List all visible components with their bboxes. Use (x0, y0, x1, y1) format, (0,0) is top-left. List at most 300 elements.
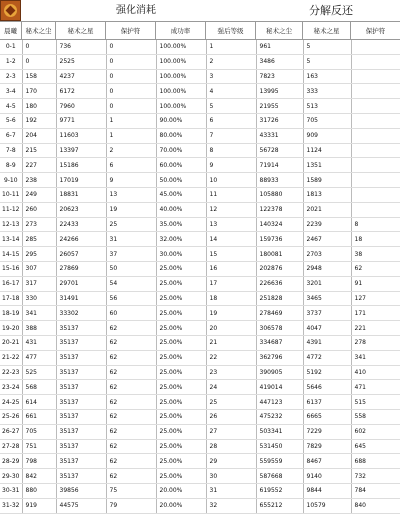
table-cell: 9844 (303, 483, 351, 498)
table-row (0, 217, 400, 232)
table-cell: 37 (106, 247, 156, 262)
table-cell: 70.00% (156, 143, 206, 158)
table-cell: 1 (106, 128, 156, 143)
table-row (0, 84, 400, 99)
table-cell: 5646 (303, 380, 351, 395)
table-cell: 31491 (56, 291, 106, 306)
table-cell: 273 (22, 217, 56, 232)
table-cell: 568 (22, 380, 56, 395)
table-cell: 18 (351, 232, 400, 247)
table-cell: 531450 (256, 439, 303, 454)
table-cell: 12-13 (0, 217, 22, 232)
table-cell: 27-28 (0, 439, 22, 454)
table-cell: 227 (22, 158, 56, 173)
table-cell: 3201 (303, 276, 351, 291)
table-cell: 431 (22, 335, 56, 350)
table-cell: 54 (106, 276, 156, 291)
table-cell: 13 (206, 217, 256, 232)
table-cell: 14-15 (0, 247, 22, 262)
table-cell: 2 (206, 54, 256, 69)
table-cell: 24-25 (0, 395, 22, 410)
table-cell: 32.00% (156, 232, 206, 247)
table-row (0, 232, 400, 247)
table-cell: 513 (303, 99, 351, 114)
header-dust: 秘术之尘 (22, 22, 56, 40)
table-row (0, 395, 400, 410)
header-refund-dust: 秘术之尘 (256, 22, 303, 40)
table-cell: 21-22 (0, 350, 22, 365)
table-cell: 20 (206, 321, 256, 336)
table-cell: 751 (22, 439, 56, 454)
table-cell: 25.00% (156, 321, 206, 336)
table-cell: 5 (303, 40, 351, 54)
table-row (0, 424, 400, 439)
table-cell: 159736 (256, 232, 303, 247)
table-cell: 0 (106, 84, 156, 99)
table-cell: 100.00% (156, 69, 206, 84)
table-cell: 25.00% (156, 380, 206, 395)
table-cell: 477 (22, 350, 56, 365)
table-cell: 30-31 (0, 483, 22, 498)
table-cell: 842 (22, 469, 56, 484)
table-cell: 25.00% (156, 261, 206, 276)
table-cell: 28 (206, 439, 256, 454)
table-cell: 11-12 (0, 202, 22, 217)
table-cell: 19 (206, 306, 256, 321)
table-cell: 3-4 (0, 84, 22, 99)
table-cell: 362796 (256, 350, 303, 365)
table-cell: 260 (22, 202, 56, 217)
table-cell (351, 69, 400, 84)
table-cell: 35137 (56, 424, 106, 439)
table-cell: 0-1 (0, 40, 22, 54)
table-cell: 25 (206, 395, 256, 410)
table-cell: 341 (22, 306, 56, 321)
table-cell: 29-30 (0, 469, 22, 484)
table-cell: 4391 (303, 335, 351, 350)
table-row (0, 158, 400, 173)
table-cell (351, 99, 400, 114)
table-cell: 6-7 (0, 128, 22, 143)
table-cell: 16 (206, 261, 256, 276)
table-cell: 8 (351, 217, 400, 232)
table-row (0, 469, 400, 484)
table-cell: 35137 (56, 409, 106, 424)
table-cell: 26-27 (0, 424, 22, 439)
table-cell: 11603 (56, 128, 106, 143)
table-cell: 732 (351, 469, 400, 484)
table-cell: 21 (206, 335, 256, 350)
table-cell: 17 (206, 276, 256, 291)
table-cell: 619552 (256, 483, 303, 498)
table-cell: 410 (351, 365, 400, 380)
table-cell: 62 (106, 321, 156, 336)
table-cell: 285 (22, 232, 56, 247)
table-cell: 38 (351, 247, 400, 262)
table-cell: 5-6 (0, 113, 22, 128)
table-cell: 122378 (256, 202, 303, 217)
table-cell: 19-20 (0, 321, 22, 336)
table-row (0, 276, 400, 291)
table-cell: 9-10 (0, 173, 22, 188)
table-cell: 645 (351, 439, 400, 454)
table-cell: 35137 (56, 321, 106, 336)
table-cell: 170 (22, 84, 56, 99)
table-cell: 100.00% (156, 84, 206, 99)
table-cell: 9 (206, 158, 256, 173)
table-cell (351, 54, 400, 69)
table-cell: 8467 (303, 454, 351, 469)
table-cell: 31726 (256, 113, 303, 128)
table-cell: 6 (206, 113, 256, 128)
table-row (0, 128, 400, 143)
table-cell: 62 (106, 335, 156, 350)
table-cell: 7829 (303, 439, 351, 454)
table-cell: 25.00% (156, 439, 206, 454)
table-cell: 31 (106, 232, 156, 247)
table-cell: 105880 (256, 187, 303, 202)
table-row (0, 69, 400, 84)
table-row (0, 187, 400, 202)
table-cell: 1124 (303, 143, 351, 158)
table-cell: 171 (351, 306, 400, 321)
table-cell: 341 (351, 350, 400, 365)
header-refund-protect: 保护符 (365, 27, 386, 35)
table-cell: 2239 (303, 217, 351, 232)
table-cell: 15 (206, 247, 256, 262)
table-cell: 7 (206, 128, 256, 143)
table-cell: 23-24 (0, 380, 22, 395)
table-cell: 8 (206, 143, 256, 158)
table-cell: 71914 (256, 158, 303, 173)
table-cell: 180 (22, 99, 56, 114)
table-cell: 278 (351, 335, 400, 350)
table-cell: 35.00% (156, 217, 206, 232)
table-cell: 13397 (56, 143, 106, 158)
table-cell: 22-23 (0, 365, 22, 380)
table-cell: 15-16 (0, 261, 22, 276)
table-cell: 4047 (303, 321, 351, 336)
table-cell: 62 (106, 395, 156, 410)
table-cell: 3486 (256, 54, 303, 69)
table-cell: 25.00% (156, 306, 206, 321)
table-cell: 919 (22, 498, 56, 513)
table-cell: 202876 (256, 261, 303, 276)
table-cell: 19 (106, 202, 156, 217)
table-cell: 62 (106, 365, 156, 380)
table-cell: 0 (106, 99, 156, 114)
table-cell: 2 (106, 143, 156, 158)
table-cell: 25.00% (156, 424, 206, 439)
table-cell: 31 (206, 483, 256, 498)
table-cell: 0 (22, 54, 56, 69)
table-cell: 56728 (256, 143, 303, 158)
table-cell: 18-19 (0, 306, 22, 321)
table-cell: 295 (22, 247, 56, 262)
table-row (0, 40, 400, 54)
table-cell: 1-2 (0, 54, 22, 69)
table-cell: 2525 (56, 54, 106, 69)
table-cell: 20.00% (156, 498, 206, 513)
table-cell: 447123 (256, 395, 303, 410)
header-star: 秘术之星 (56, 22, 106, 40)
table-cell: 3465 (303, 291, 351, 306)
table-cell (351, 187, 400, 202)
table-row (0, 54, 400, 69)
table-cell: 62 (106, 409, 156, 424)
table-cell: 75 (106, 483, 156, 498)
table-cell: 909 (303, 128, 351, 143)
table-cell: 602 (351, 424, 400, 439)
table-cell: 2021 (303, 202, 351, 217)
table-cell: 13 (106, 187, 156, 202)
data-table (0, 40, 400, 514)
table-cell: 2467 (303, 232, 351, 247)
table-cell: 9140 (303, 469, 351, 484)
table-cell: 50 (106, 261, 156, 276)
section-title-decompose-refund: 分解反还 (309, 4, 353, 17)
table-cell: 204 (22, 128, 56, 143)
table-cell: 13995 (256, 84, 303, 99)
table-cell: 238 (22, 173, 56, 188)
table-cell: 961 (256, 40, 303, 54)
table-cell: 5192 (303, 365, 351, 380)
table-cell: 23 (206, 365, 256, 380)
table-cell: 2948 (303, 261, 351, 276)
table-cell: 43331 (256, 128, 303, 143)
table-cell: 10-11 (0, 187, 22, 202)
table-cell: 192 (22, 113, 56, 128)
table-cell: 558 (351, 409, 400, 424)
table-cell: 24 (206, 380, 256, 395)
table-row (0, 99, 400, 114)
table-cell: 62 (106, 469, 156, 484)
table-cell: 736 (56, 40, 106, 54)
table-cell: 25-26 (0, 409, 22, 424)
table-cell: 7229 (303, 424, 351, 439)
table-cell: 1 (206, 40, 256, 54)
section-title-enhance-cost: 强化消耗 (116, 5, 156, 16)
table-cell: 475232 (256, 409, 303, 424)
table-cell: 221 (351, 321, 400, 336)
header-protect: 保护符 (106, 22, 156, 40)
table-cell: 27 (206, 424, 256, 439)
table-cell: 45.00% (156, 187, 206, 202)
table-cell: 307 (22, 261, 56, 276)
table-cell: 39856 (56, 483, 106, 498)
table-cell: 100.00% (156, 54, 206, 69)
table-cell: 655212 (256, 498, 303, 513)
header-rate: 成功率 (156, 22, 206, 40)
header-after-level: 强后等级 (206, 22, 256, 40)
table-cell: 80.00% (156, 128, 206, 143)
table-cell: 17-18 (0, 291, 22, 306)
table-cell: 35137 (56, 395, 106, 410)
table-cell: 2703 (303, 247, 351, 262)
table-cell (351, 158, 400, 173)
table-cell: 705 (303, 113, 351, 128)
table-cell: 0 (106, 69, 156, 84)
table-row (0, 380, 400, 395)
table-cell: 163 (303, 69, 351, 84)
header-refund-star: 秘术之星 (303, 22, 351, 40)
table-cell: 525 (22, 365, 56, 380)
table-cell: 798 (22, 454, 56, 469)
table-cell: 25.00% (156, 409, 206, 424)
table-cell: 515 (351, 395, 400, 410)
table-cell: 9771 (56, 113, 106, 128)
table-cell: 16-17 (0, 276, 22, 291)
table-cell: 226636 (256, 276, 303, 291)
table-cell: 26 (206, 409, 256, 424)
table-cell: 10 (206, 173, 256, 188)
table-cell: 91 (351, 276, 400, 291)
table-cell: 29701 (56, 276, 106, 291)
table-cell: 503341 (256, 424, 303, 439)
table-cell: 688 (351, 454, 400, 469)
table-cell: 4-5 (0, 99, 22, 114)
table-cell: 1351 (303, 158, 351, 173)
table-row (0, 454, 400, 469)
table-cell: 784 (351, 483, 400, 498)
table-cell: 25 (106, 217, 156, 232)
table-cell: 7823 (256, 69, 303, 84)
table-cell: 8-9 (0, 158, 22, 173)
table-row (0, 439, 400, 454)
table-cell: 62 (106, 380, 156, 395)
table-cell: 4237 (56, 69, 106, 84)
table-cell: 30.00% (156, 247, 206, 262)
table-cell: 9 (106, 173, 156, 188)
table-cell: 333 (303, 84, 351, 99)
table-row (0, 261, 400, 276)
item-icon (0, 0, 21, 21)
table-cell: 62 (106, 439, 156, 454)
table-cell: 20.00% (156, 483, 206, 498)
table-row (0, 202, 400, 217)
table-cell: 317 (22, 276, 56, 291)
table-cell: 661 (22, 409, 56, 424)
table-cell: 32 (206, 498, 256, 513)
table-cell: 880 (22, 483, 56, 498)
table-cell: 705 (22, 424, 56, 439)
table-cell: 24266 (56, 232, 106, 247)
table-cell: 0 (106, 54, 156, 69)
table-cell: 30 (206, 469, 256, 484)
table-cell: 22433 (56, 217, 106, 232)
table-cell (351, 113, 400, 128)
table-cell: 62 (106, 424, 156, 439)
table-cell: 18831 (56, 187, 106, 202)
table-cell: 18 (206, 291, 256, 306)
table-row (0, 306, 400, 321)
table-row (0, 409, 400, 424)
table-cell: 1589 (303, 173, 351, 188)
table-cell: 17019 (56, 173, 106, 188)
table-cell: 180081 (256, 247, 303, 262)
table-cell (351, 143, 400, 158)
table-cell: 14 (206, 232, 256, 247)
table-cell: 140324 (256, 217, 303, 232)
table-header (0, 21, 400, 40)
table-cell: 0 (22, 40, 56, 54)
table-row (0, 113, 400, 128)
table-cell: 306578 (256, 321, 303, 336)
table-row (0, 483, 400, 498)
table-row (0, 498, 400, 513)
header-level: 晨曦 (0, 22, 22, 40)
table-cell: 88933 (256, 173, 303, 188)
table-cell: 10579 (303, 498, 351, 513)
table-cell: 11 (206, 187, 256, 202)
table-cell: 62 (351, 261, 400, 276)
table-cell: 35137 (56, 469, 106, 484)
table-cell: 127 (351, 291, 400, 306)
table-cell (351, 84, 400, 99)
table-cell: 6172 (56, 84, 106, 99)
table-row (0, 365, 400, 380)
table-cell: 15186 (56, 158, 106, 173)
table-cell: 40.00% (156, 202, 206, 217)
table-cell: 390905 (256, 365, 303, 380)
table-cell: 614 (22, 395, 56, 410)
table-cell: 33302 (56, 306, 106, 321)
table-cell: 0 (106, 40, 156, 54)
table-cell: 278469 (256, 306, 303, 321)
table-cell: 27869 (56, 261, 106, 276)
table-cell (351, 40, 400, 54)
table-cell: 251828 (256, 291, 303, 306)
table-cell: 20623 (56, 202, 106, 217)
table-cell: 13-14 (0, 232, 22, 247)
table-cell: 60 (106, 306, 156, 321)
table-cell: 35137 (56, 365, 106, 380)
table-row (0, 291, 400, 306)
table-cell: 79 (106, 498, 156, 513)
table-row (0, 335, 400, 350)
table-cell: 26057 (56, 247, 106, 262)
table-cell: 25.00% (156, 365, 206, 380)
table-cell: 100.00% (156, 40, 206, 54)
table-cell: 20-21 (0, 335, 22, 350)
table-cell: 3 (206, 69, 256, 84)
table-cell: 56 (106, 291, 156, 306)
table-cell: 35137 (56, 350, 106, 365)
table-cell: 1813 (303, 187, 351, 202)
table-row (0, 173, 400, 188)
table-row (0, 247, 400, 262)
table-cell (351, 128, 400, 143)
table-cell: 50.00% (156, 173, 206, 188)
table-cell: 35137 (56, 335, 106, 350)
table-cell: 62 (106, 350, 156, 365)
table-cell: 249 (22, 187, 56, 202)
table-cell: 35137 (56, 454, 106, 469)
table-cell: 25.00% (156, 291, 206, 306)
table-cell: 25.00% (156, 350, 206, 365)
table-row (0, 350, 400, 365)
table-cell: 1 (106, 113, 156, 128)
table-cell: 44575 (56, 498, 106, 513)
table-cell: 21955 (256, 99, 303, 114)
table-cell: 330 (22, 291, 56, 306)
table-cell: 559559 (256, 454, 303, 469)
table-cell: 29 (206, 454, 256, 469)
table-cell: 25.00% (156, 469, 206, 484)
table-cell: 25.00% (156, 276, 206, 291)
table-cell: 25.00% (156, 454, 206, 469)
table-cell: 22 (206, 350, 256, 365)
